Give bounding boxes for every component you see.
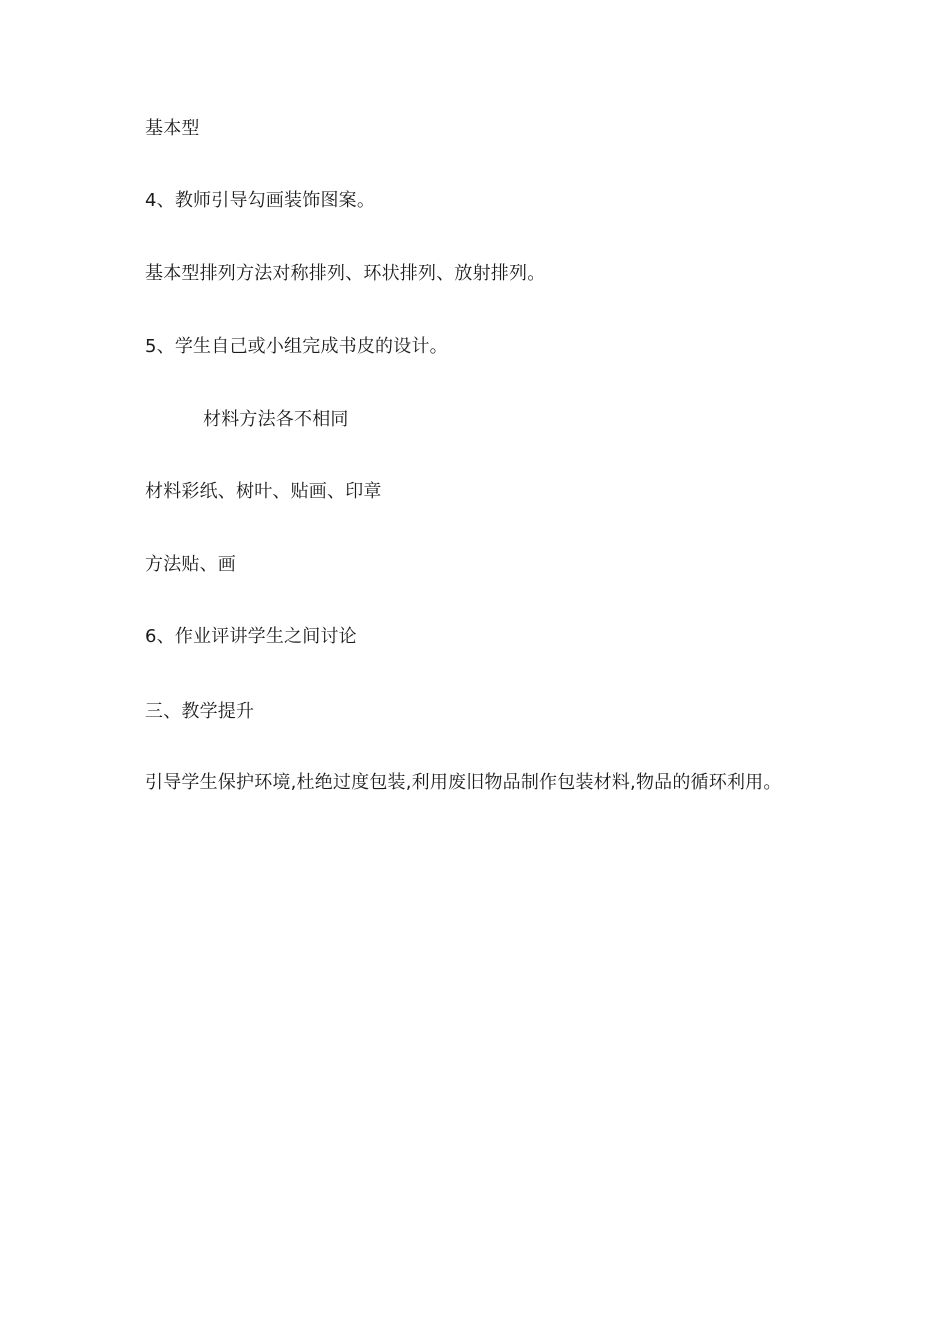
paragraph-methods: 方法贴、画 xyxy=(145,554,236,575)
paragraph-step-5: 5、学生自己或小组完成书皮的设计。 xyxy=(145,336,448,357)
paragraph-materials-methods-differ: 材料方法各不相同 xyxy=(203,409,349,430)
paragraph-step-6: 6、作业评讲学生之间讨论 xyxy=(145,626,357,647)
paragraph-basic-type: 基本型 xyxy=(145,118,200,139)
paragraph-materials: 材料彩纸、树叶、贴画、印章 xyxy=(145,481,382,502)
section-heading-teaching-improvement: 三、教学提升 xyxy=(145,701,255,722)
paragraph-environment-guidance: 引导学生保护环境,杜绝过度包装,利用废旧物品制作包装材料,物品的循环利用。 xyxy=(145,772,782,793)
paragraph-step-4: 4、教师引导勾画装饰图案。 xyxy=(145,190,376,211)
paragraph-arrangement-methods: 基本型排列方法对称排列、环状排列、放射排列。 xyxy=(145,263,546,284)
